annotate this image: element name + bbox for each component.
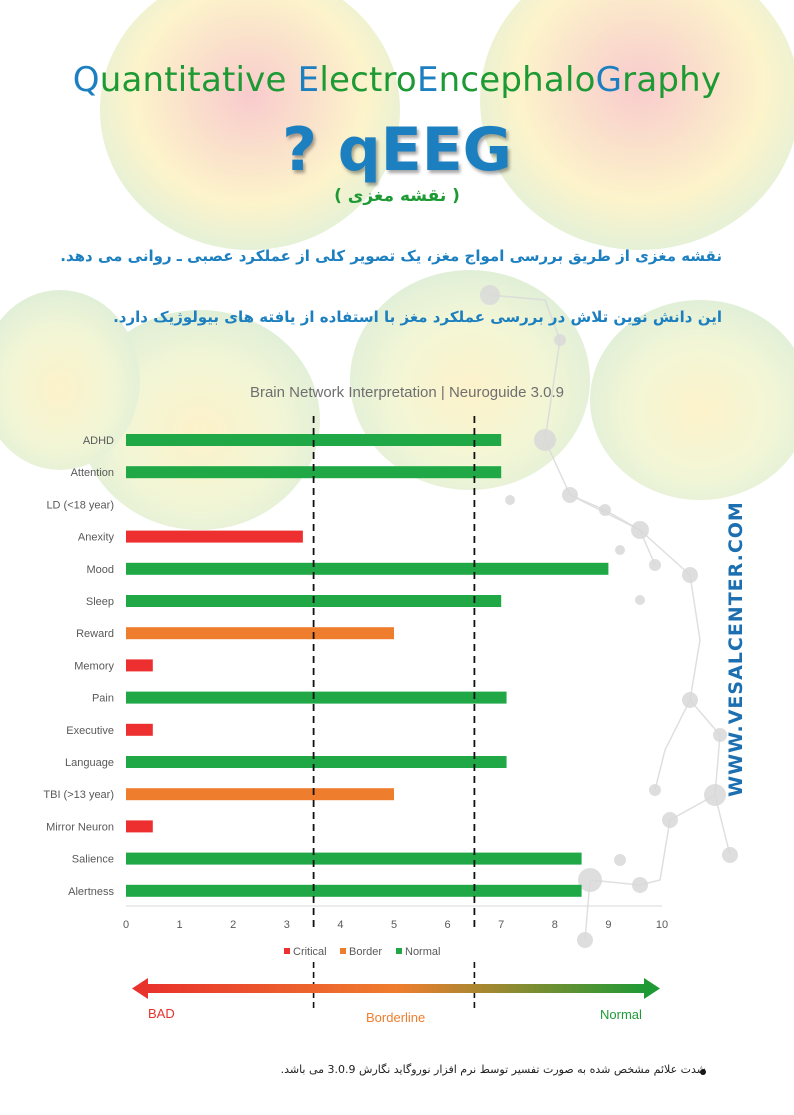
x-tick-label: 4: [337, 919, 344, 931]
title-part: ncephalo: [438, 60, 596, 100]
x-tick-label: 1: [176, 919, 183, 931]
legend-swatch: [396, 948, 402, 954]
scale-label-normal: Normal: [600, 1007, 642, 1022]
category-label: LD (<18 year): [46, 499, 114, 512]
bar: [126, 756, 507, 768]
legend-label: Normal: [405, 946, 441, 958]
x-tick-label: 3: [283, 919, 290, 931]
scale-label-bad: BAD: [148, 1006, 175, 1021]
bar: [126, 627, 394, 639]
title-part: Q: [72, 60, 100, 100]
category-label: Alertness: [68, 885, 114, 898]
bar: [126, 885, 582, 897]
title-part: raphy: [622, 60, 722, 100]
category-label: Reward: [76, 628, 114, 641]
bar: [126, 788, 394, 800]
scale-label-borderline: Borderline: [366, 1010, 426, 1025]
legend-swatch: [340, 948, 346, 954]
footnote: شدت علائم مشخص شده به صورت تفسیر توسط نرم افزار نوروگاید نگارش 3.0.9 می باشد.: [280, 1063, 706, 1076]
category-label: Sleep: [85, 596, 114, 608]
legend-swatch: [284, 948, 290, 954]
website-text[interactable]: WWW.VESALCENTER.COM: [725, 501, 747, 797]
bar: [126, 820, 153, 832]
category-label: Anexity: [77, 531, 114, 544]
x-tick-label: 8: [551, 919, 558, 931]
bar: [126, 692, 507, 704]
x-tick-label: 6: [444, 919, 451, 931]
category-label: ADHD: [82, 435, 114, 447]
title-part: E: [297, 60, 320, 100]
x-tick-label: 2: [230, 919, 237, 931]
category-label: Pain: [91, 692, 114, 705]
subtitle-persian: ( نقشه مغزی ): [334, 186, 460, 206]
legend-label: Critical: [293, 946, 327, 958]
category-label: Memory: [74, 660, 114, 673]
bar: [126, 531, 303, 543]
category-label: Attention: [70, 467, 114, 480]
category-label: Mood: [86, 563, 114, 576]
category-label: Language: [65, 757, 114, 769]
qeeg-abbreviation: ? qEEG: [282, 115, 512, 185]
x-tick-label: 5: [390, 919, 398, 931]
x-tick-label: 9: [605, 919, 612, 931]
x-tick-label: 7: [498, 919, 505, 931]
x-tick-label: 10: [655, 919, 669, 931]
chart-title: Brain Network Interpretation | Neuroguide 3.0.9: [249, 384, 565, 401]
legend-label: Border: [349, 946, 383, 958]
title-part: uantitative: [99, 60, 298, 100]
website-vertical: [706, 484, 766, 814]
bar: [126, 563, 608, 575]
title-part: E: [416, 60, 439, 100]
category-label: TBI (>13 year): [43, 789, 114, 802]
x-tick-label: 0: [122, 919, 130, 931]
intro-line-1: نقشه مغزی از طریق بررسی امواج مغز، یک تصویر کلی از عملکرد عصبی ـ روانی می دهد.: [60, 247, 722, 265]
title-part: lectro: [319, 60, 417, 100]
category-label: Salience: [71, 853, 114, 866]
title-part: G: [595, 60, 623, 100]
category-label: Executive: [66, 724, 114, 737]
bar: [126, 853, 582, 865]
category-label: Mirror Neuron: [46, 821, 114, 834]
bar: [126, 724, 153, 736]
intro-line-2: این دانش نوین تلاش در بررسی عملکرد مغز با استفاده از یافته های بیولوژیک دارد.: [113, 308, 722, 326]
bar: [126, 659, 153, 671]
